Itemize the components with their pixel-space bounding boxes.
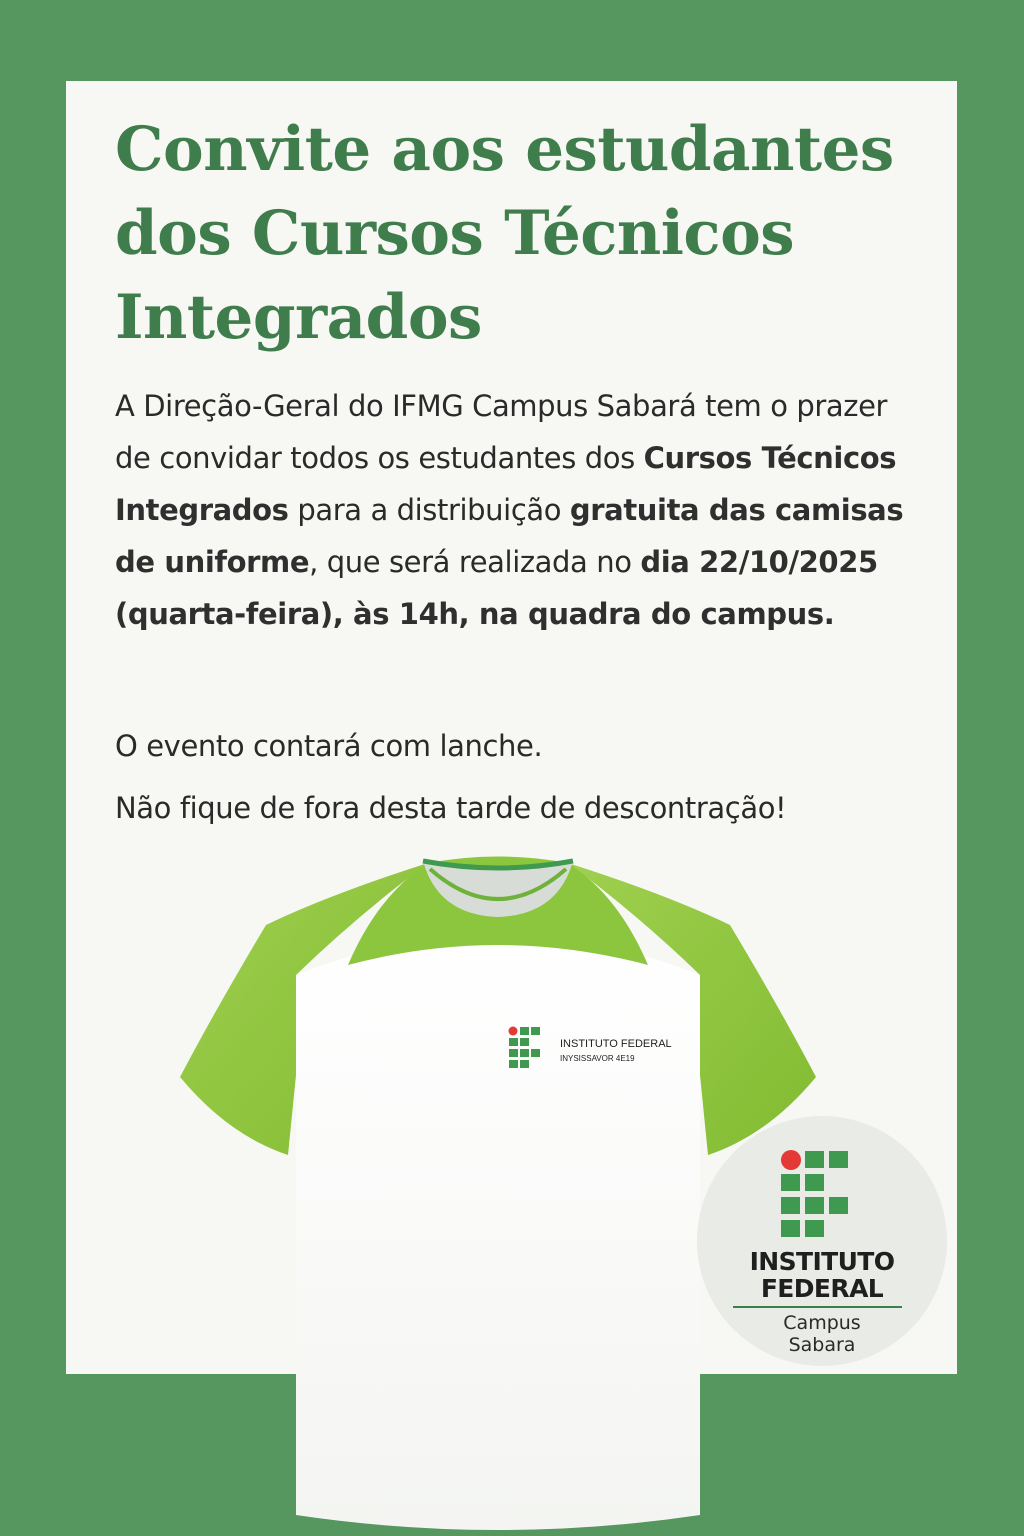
paragraph-bold-date: dia 22/10/2025 (quarta-feira), às 14h, na quadra do campus.: [115, 545, 878, 631]
paragraph-text-1: A Direção-Geral do IFMG Campus Sabará tem o prazer de convidar todos os estudantes dos: [115, 389, 888, 475]
invitation-paragraph: [115, 380, 915, 640]
snack-text: O evento contará com lanche.: [115, 729, 543, 763]
paragraph-bold-courses: Cursos Técnicos Integrados: [115, 441, 897, 527]
badge-name-line2: FEDERAL: [760, 1274, 884, 1303]
badge-name-line1: INSTITUTO: [749, 1247, 895, 1276]
closing-text: Não fique de fora desta tarde de descontração!: [115, 791, 787, 825]
if-logo-icon: [508, 1026, 554, 1074]
badge-campus-line1: Campus: [783, 1312, 861, 1334]
paragraph-text-2: para a distribuição: [288, 493, 570, 527]
page-title: Convite aos estudantes dos Cursos Técnicos Integrados: [115, 114, 894, 353]
shirt-logo-subtitle: INYSISSAVOR 4E19: [560, 1054, 635, 1063]
shirt-logo: [508, 1026, 683, 1074]
badge-campus-line2: Sabara: [788, 1334, 856, 1356]
badge-divider: [733, 1306, 902, 1308]
paragraph-bold-shirts: gratuita das camisas de uniforme: [115, 493, 904, 579]
if-logo-icon: [780, 1150, 852, 1240]
institute-badge: [697, 1116, 947, 1366]
paragraph-text-3: , que será realizada no: [309, 545, 641, 579]
shirt-logo-title: INSTITUTO FEDERAL: [560, 1038, 672, 1050]
